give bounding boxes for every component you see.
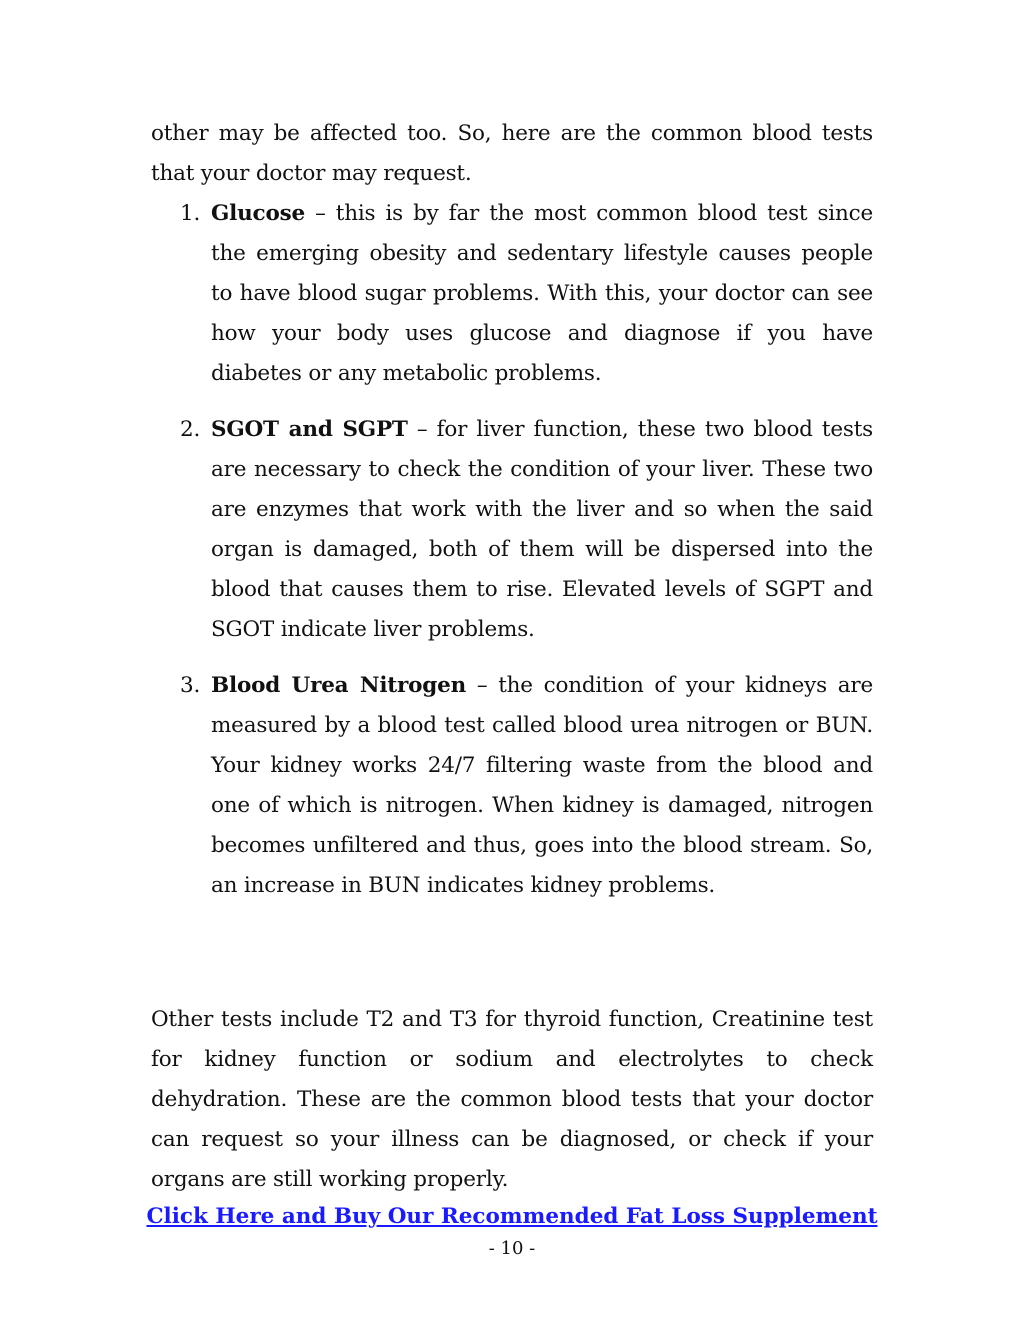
test-description: – this is by far the most common blood test since the emerging obesity and sedentary lifestyle causes people to have blood sugar problems. With this, your doctor can see how your body uses glucose and diagnose if you have diabetes or any metabolic problems. (211, 201, 873, 386)
list-number: 3. (180, 673, 201, 698)
test-name: SGOT and SGPT (211, 417, 408, 442)
list-item-sgot-sgpt (151, 410, 873, 650)
closing-paragraph: Other tests include T2 and T3 for thyroid function, Creatinine test for kidney function or sodium and electrolytes to check dehydration. These are the common blood tests that your doctor can request so your illness can be diagnosed, or check if your organs are still working properly. (151, 1007, 873, 1192)
test-name: Glucose (211, 201, 305, 226)
buy-supplement-link[interactable]: Click Here and Buy Our Recommended Fat Loss Supplement (146, 1204, 878, 1229)
page-number: - 10 - (488, 1238, 536, 1259)
document-page (151, 114, 873, 1200)
list-number: 1. (180, 201, 201, 226)
list-number: 2. (180, 417, 201, 442)
blood-test-list (151, 194, 873, 906)
intro-paragraph: other may be affected too. So, here are the common blood tests that your doctor may request. (151, 121, 873, 186)
test-description: – the condition of your kidneys are measured by a blood test called blood urea nitrogen or BUN. Your kidney works 24/7 filtering waste from the blood and one of which is nitrogen. When kidney is damaged, nitrogen becomes unfiltered and thus, goes into the blood stream. So, an increase in BUN indicates kidney problems. (211, 673, 873, 898)
paragraph-spacer (151, 922, 873, 1000)
footer-link-container (0, 1202, 1024, 1232)
list-item-bun (151, 666, 873, 906)
test-name: Blood Urea Nitrogen (211, 673, 467, 698)
list-item-glucose (151, 194, 873, 394)
test-description: – for liver function, these two blood tests are necessary to check the condition of your liver. These two are enzymes that work with the liver and so when the said organ is damaged, both of them will be dispersed into the blood that causes them to rise. Elevated levels of SGPT and SGOT indicate liver problems. (211, 417, 874, 642)
